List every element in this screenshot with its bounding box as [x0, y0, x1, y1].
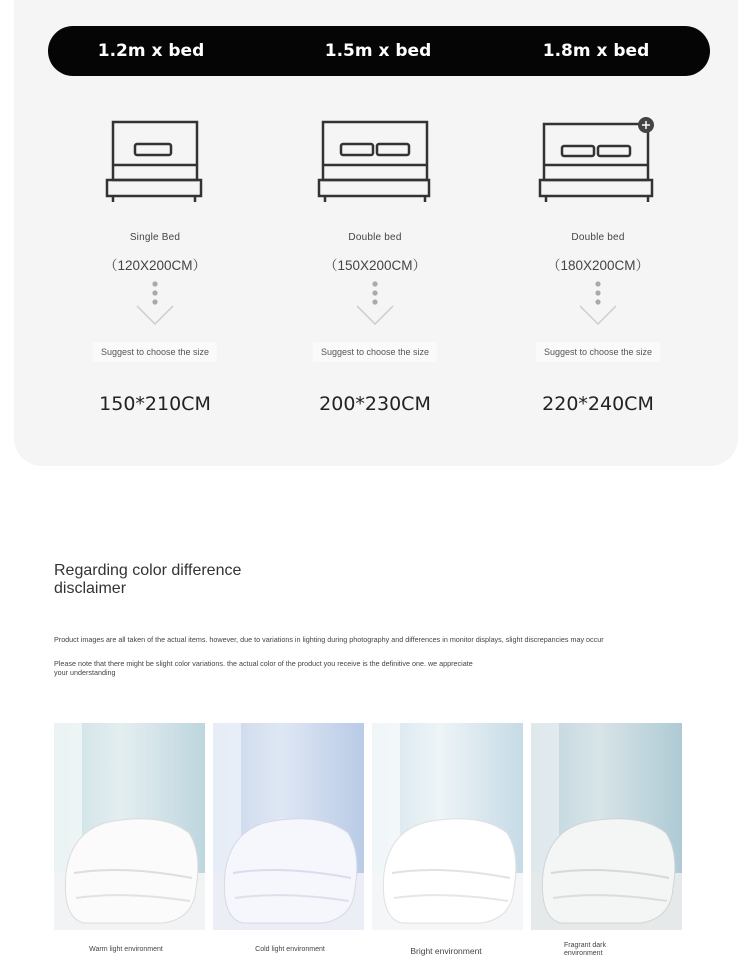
arrow-down-icon	[135, 280, 175, 326]
disclaimer-title: Regarding color difference disclaimer	[54, 562, 242, 597]
arrow-down-icon	[578, 280, 618, 326]
environment-photo-dark	[531, 723, 682, 930]
caption-bright: Bright environment	[410, 946, 482, 956]
size-tab-bar	[48, 26, 710, 76]
double-bed-icon	[538, 115, 658, 205]
disclaimer-text-1: Product images are all taken of the actual items. however, due to variations in lighting during photography and differences in monitor displays, slight discrepancies may occur	[54, 635, 604, 644]
caption-cold: Cold light environment	[255, 946, 325, 953]
suggest-label: Suggest to choose the size	[93, 342, 217, 362]
disclaimer-text-2: Please note that there might be slight color variations. the actual color of the product you receive is the definitive one. we appreciate your understanding	[54, 659, 473, 677]
duvet-image	[213, 723, 364, 930]
duvet-image	[54, 723, 205, 930]
environment-photo-warm	[54, 723, 205, 930]
environment-photo-cold	[213, 723, 364, 930]
recommended-size: 220*240CM	[542, 393, 654, 415]
environment-photo-bright	[372, 723, 523, 930]
plus-icon	[638, 117, 654, 133]
caption-warm: Warm light environment	[89, 946, 163, 953]
size-tab-1-5m[interactable]: 1.5m x bed	[324, 41, 432, 61]
bed-name: Double bed	[571, 232, 625, 243]
caption-dark: Fragrant dark environment	[564, 942, 607, 957]
double-bed-icon	[317, 115, 433, 205]
recommended-size: 150*210CM	[99, 393, 211, 415]
single-bed-icon	[105, 115, 205, 205]
bed-dimension: （150X200CM）	[323, 258, 427, 273]
suggest-label: Suggest to choose the size	[313, 342, 437, 362]
arrow-down-icon	[355, 280, 395, 326]
bed-dimension: （180X200CM）	[546, 258, 650, 273]
duvet-image	[531, 723, 682, 930]
bed-name: Double bed	[348, 232, 402, 243]
bed-dimension: （120X200CM）	[103, 258, 207, 273]
bed-name: Single Bed	[129, 232, 181, 243]
duvet-image	[372, 723, 523, 930]
size-tab-1-2m[interactable]: 1.2m x bed	[97, 41, 205, 61]
recommended-size: 200*230CM	[319, 393, 431, 415]
suggest-label: Suggest to choose the size	[536, 342, 660, 362]
size-tab-1-8m[interactable]: 1.8m x bed	[542, 41, 650, 61]
